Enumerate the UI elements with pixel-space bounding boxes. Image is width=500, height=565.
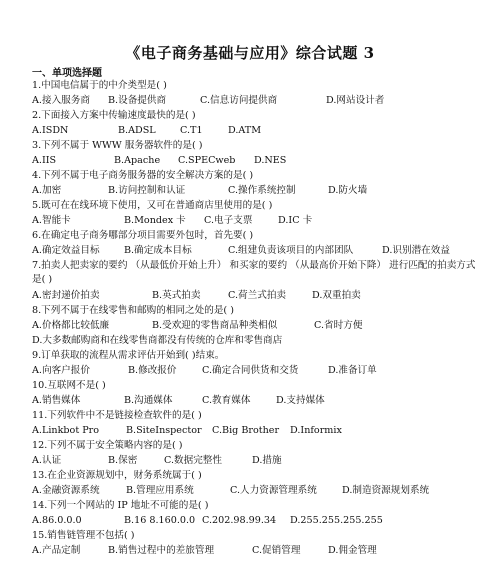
option-c: C.信息访问提供商 (200, 95, 278, 106)
option-b: B.修改报价 (128, 365, 177, 376)
option-d: D.防火墙 (328, 185, 368, 196)
question-stem: 15.销售链管理不包括( ) (32, 530, 135, 541)
option-b: B.英式拍卖 (152, 290, 201, 301)
option-c: C.202.98.99.34 (202, 515, 277, 526)
option-d: D.准备订单 (328, 365, 377, 376)
option-b: B.Apache (114, 155, 161, 166)
option-b: B.SiteInspector (126, 425, 202, 436)
option-b: B.设备提供商 (108, 95, 167, 106)
option-b: B.ADSL (118, 125, 156, 136)
option-c: C.SPECweb (178, 155, 236, 166)
option-d: D.佣金管理 (328, 545, 377, 556)
option-d: D.措施 (252, 455, 282, 466)
option-a: A.智能卡 (32, 215, 71, 226)
option-b: B.保密 (108, 455, 138, 466)
option-a: A.向客户报价 (32, 365, 90, 376)
option-c: C.Big Brother (212, 425, 280, 436)
option-d: D.支持媒体 (276, 395, 325, 406)
question-stem: 9.订单获取的流程从需求评估开始到( )结束。 (32, 350, 225, 361)
option-d: D.NES (254, 155, 287, 166)
option-a: A.价格都比较低廉 (32, 320, 110, 331)
option-a: A.IIS (32, 155, 57, 166)
option-b: B.管理应用系统 (126, 485, 194, 496)
question-stem: 11.下列软件中不是链接检查软件的是( ) (32, 410, 202, 421)
option-d: D.识别潜在效益 (382, 245, 450, 256)
option-c: C.数据完整性 (164, 455, 223, 466)
option-b: B.销售过程中的差旅管理 (108, 545, 215, 556)
question-stem: 7.拍卖人把卖家的要约 （从最低价开始上升） 和买家的要约 （从最高价开始下降） 进行匹配的拍卖方式是( ) (32, 260, 476, 285)
question-stem: 2.下面接入方案中传输速度最快的是( ) (32, 110, 196, 121)
option-a: A.Linkbot Pro (32, 425, 100, 436)
option-b: B.受欢迎的零售商品种类相似 (152, 320, 278, 331)
option-c: C.组建负责该项目的内部团队 (228, 245, 354, 256)
question-stem: 6.在确定电子商务哪部分项目需要外包时，首先要( ) (32, 230, 254, 241)
option-a: A.产品定制 (32, 545, 81, 556)
question-stem: 14.下列一个网站的 IP 地址不可能的是( ) (32, 500, 209, 511)
option-a: A.确定效益目标 (32, 245, 100, 256)
option-c: C.确定合同供货和交货 (202, 365, 299, 376)
option-a: A.销售媒体 (32, 395, 81, 406)
option-c: C.促销管理 (252, 545, 301, 556)
option-a: A.86.0.0.0 (32, 515, 82, 526)
question-stem: 4.下列不属于电子商务服务器的安全解决方案的是( ) (32, 170, 254, 181)
option-a: A.认证 (32, 455, 62, 466)
option-b: B.16 8.160.0.0 (124, 515, 196, 526)
page-title: 《电子商务基础与应用》综合试题 3 (125, 44, 375, 62)
option-c: C.教育媒体 (202, 395, 251, 406)
option-d: D.Informix (290, 425, 342, 436)
option-d: D.IC 卡 (278, 215, 313, 226)
option-d: D.ATM (228, 125, 262, 136)
option-d: D.255.255.255.255 (290, 515, 383, 526)
question-stem: 1.中国电信属于的中介类型是( ) (32, 80, 167, 91)
question-stem: 5.既可在在线环境下使用，又可在普通商店里使用的是( ) (32, 200, 273, 211)
option-d: D.制造资源规划系统 (342, 485, 430, 496)
option-b: B.访问控制和认证 (108, 185, 186, 196)
option-a: A.ISDN (32, 125, 69, 136)
option-c: C.操作系统控制 (228, 185, 296, 196)
option-c: C.人力资源管理系统 (230, 485, 317, 496)
option-b: B.确定成本目标 (124, 245, 192, 256)
question-stem: 13.在企业资源规划中，财务系统属于( ) (32, 470, 202, 481)
option-d: D.双重拍卖 (312, 290, 361, 301)
option-b: B.Mondex 卡 (124, 215, 186, 226)
option-c: C.T1 (180, 125, 203, 136)
section-heading: 一、单项选择题 (32, 68, 102, 79)
question-stem: 8.下列不属于在线零售和邮购的相同之处的是( ) (32, 305, 234, 316)
option-c: C.荷兰式拍卖 (228, 290, 287, 301)
option-d: D.网站设计者 (326, 95, 385, 106)
option-a: A.加密 (32, 185, 62, 196)
option-d: D.大多数邮购商和在线零售商都没有传统的仓库和零售商店 (32, 335, 283, 346)
option-a: A.接入服务商 (32, 95, 90, 106)
option-c: C.电子支票 (204, 215, 253, 226)
option-c: C.省时方便 (314, 320, 363, 331)
option-a: A.金融资源系统 (32, 485, 100, 496)
question-stem: 12.下列不属于安全策略内容的是( ) (32, 440, 183, 451)
option-a: A.密封递价拍卖 (32, 290, 100, 301)
question-stem: 10.互联网不是( ) (32, 380, 106, 391)
option-b: B.沟通媒体 (124, 395, 173, 406)
question-stem: 3.下列不属于 WWW 服务器软件的是( ) (32, 140, 203, 151)
